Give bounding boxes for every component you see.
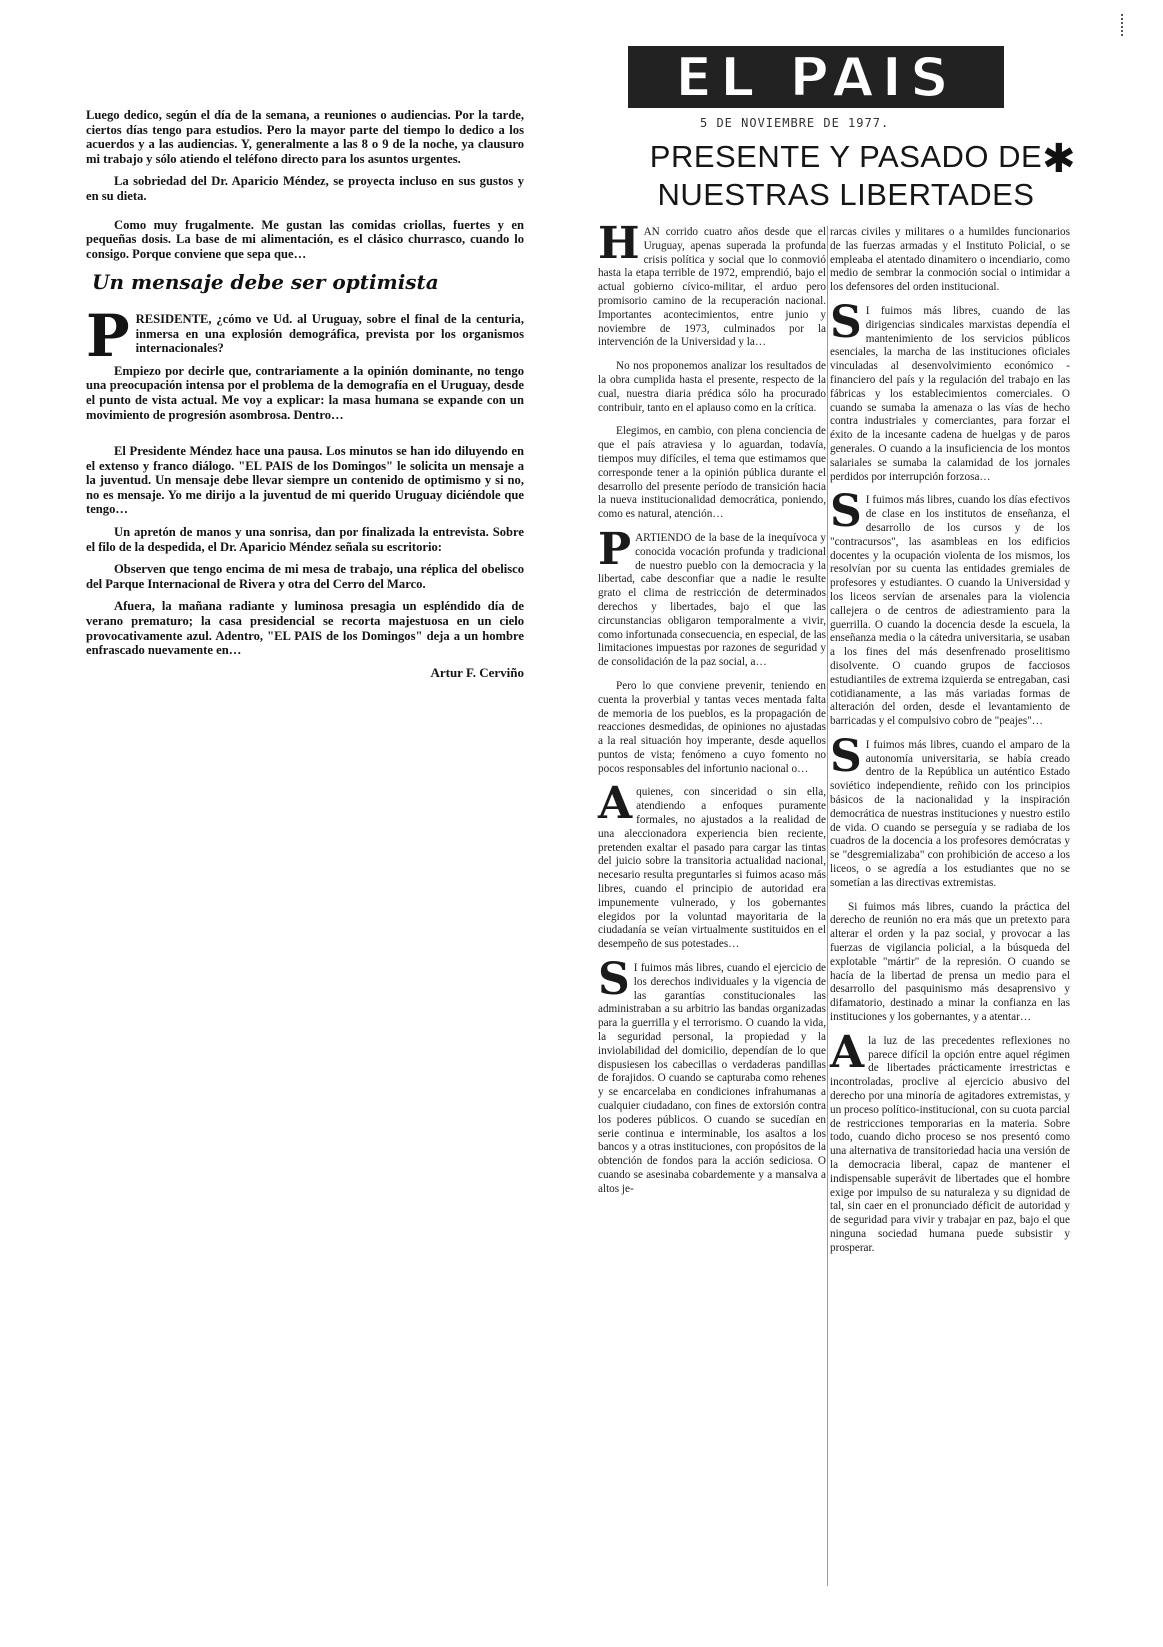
- paragraph-text: ARTIENDO de la base de la inequívoca y conocida vocación profunda y tradicional de nuestro pueblo con la democracia y la libertad, cabe desconfiar que a nadie le resulte grato el clima de restricción de determinados derechos y libertades, bajo el que las circunstancias obligaron temporalmente a vivir, como infortunada consecuencia, en especial, de las limitaciones impuestas por razones de seguridad y de consolidación de la paz social, a…: [598, 531, 826, 669]
- handwritten-date: 5 DE NOVIEMBRE DE 1977.: [700, 116, 890, 130]
- right-paragraph: [830, 730, 1070, 891]
- left-paragraph-2: La sobriedad del Dr. Aparicio Méndez, se proyecta incluso en sus gustos y en su dieta.: [86, 174, 524, 203]
- right-article-column-1: [598, 218, 826, 1207]
- paragraph-text: AN corrido cuatro años desde que el Uruguay, apenas superada la profunda crisis política y social que lo conmovió hasta la etapa terrible de 1972, emprendió, bajo el actual gobierno cívico-militar, el arduo pero promisorio camino de la recuperación nacional. Importantes acontecimientos, entre junio y noviembre de 1973, culminados por la intervención de la Universidad y la…: [598, 226, 826, 349]
- right-paragraph: [830, 1026, 1070, 1256]
- right-paragraph: [830, 296, 1070, 484]
- paragraph-text: I fuimos más libres, cuando de las dirigencias sindicales marxistas dependía el mantenimiento de los servicios públicos esenciales, la marcha de las instituciones oficiales vinculadas al desenvolvimiento económico - financiero del país y la regulación del trabajo en las fábricas y los establecimientos comerciales. O cuando se sumaba la amenaza o las vías de hecho contra industriales y comerciantes, para forzar el éxito de la incesante cadena de huelgas y de paros generales. O cuando a la insuficiencia de los montos salariales se sumaba la calamidad de los jornales perdidos por interrupción forzosa…: [830, 304, 1070, 483]
- right-article-column-2: [830, 226, 1070, 1266]
- right-paragraph: [598, 954, 826, 1197]
- left-article: [86, 108, 524, 680]
- left-paragraph-3: Como muy frugalmente. Me gustan las comidas criollas, fuertes y en pequeñas dosis. La base de mi alimentación, es el clásico churrasco, cuando lo consigo. Porque conviene que sepa que…: [86, 217, 524, 261]
- dropcap: P: [598, 523, 632, 575]
- right-paragraph: [598, 778, 826, 952]
- section-title: Un mensaje debe ser optimista: [92, 270, 439, 295]
- column-divider: [827, 226, 828, 1586]
- paragraph-text: I fuimos más libres, cuando el ejercicio de los derechos individuales y la vigencia de las garantías constitucionales las administraban a su arbitrio las bandas organizadas para la guerrilla y el terrorismo. O cuando la vida, la seguridad personal, la propiedad y la inviolabilidad del domicilio, dependían de lo que dispusiesen los cabecillas o verdaderas pandillas de forajidos. O cuando se capturaba como rehenes y se encarcelaba en condiciones infrahumanas a cualquier ciudadano, con fines de extorsión contra los poderes públicos. O cuando se sucedían en serie continua e interminable, los asaltos a los bancos y a otras instituciones, con propósitos de la obtención de fondos para la acción sediciosa. O cuando se asesinaba cobardemente y a mansalva a altos je-: [598, 962, 826, 1195]
- article-headline: PRESENTE Y PASADO DE NUESTRAS LIBERTADES: [649, 139, 1043, 212]
- right-paragraph: rarcas civiles y militares o a humildes funcionarios de las fuerzas armadas y el Instituto Policial, o se empleaba el atentado dinamitero o incendiario, como medio de sembrar la conmoción social o intimidar a los defensores del orden institucional.: [830, 226, 1070, 294]
- right-paragraph: [598, 523, 826, 670]
- left-paragraph-6: Un apretón de manos y una sonrisa, dan por finalizada la entrevista. Sobre el filo de la despedida, el Dr. Aparicio Méndez señala su escritorio:: [86, 525, 524, 554]
- left-paragraph-5: El Presidente Méndez hace una pausa. Los minutos se han ido diluyendo en el extenso y franco diálogo. "EL PAIS de los Domingos" le solicita un mensaje a la juventud. Un mensaje debe llevar siempre un contenido de optimismo y si no, no es mensaje. Yo me dirijo a la juventud de mi querido Uruguay diciéndole que tengo…: [86, 444, 524, 517]
- signature: Artur F. Cerviño: [430, 664, 524, 680]
- paragraph-text: la luz de las precedentes reflexiones no parece difícil la opción entre aquel régimen de libertades prácticamente irrestrictas e incontroladas, proclive al ejercicio abusivo del derecho por una minoría de agitadores extremistas, y un proceso político-institucional, con su cuota parcial de restricciones temporarias en la materia. Sobre todo, cuando dicho proceso se nos presentó como una alternativa de transitoriedad hacia una versión de la democracia liberal, capaz de mantener el indispensable superávit de libertades que el hombre exige por impulso de su naturaleza y su dignidad de tal, sin caer en el pronunciado déficit de autoridad y de seguridad para vivir y trabajar en paz, bajo el que ninguna sociedad humana puede subsistir y prosperar.: [830, 1034, 1070, 1254]
- right-paragraph: Pero lo que conviene prevenir, teniendo en cuenta la proverbial y tantas veces mentada falta de memoria de los pueblos, es la propagación de reacciones desmedidas, de opiniones no ajustadas a la real situación hoy imperante, desde aquellos puntos de vista; fenómeno a cuyo fomento no pocos responsables del infortunio nacional o…: [598, 679, 826, 775]
- question-paragraph: [86, 301, 524, 370]
- dropcap: S: [830, 296, 862, 348]
- question-text: RESIDENTE, ¿cómo ve Ud. al Uruguay, sobre el final de la centuria, inmersa en una explosión demográfica, prevista por los organismos internacionales?: [135, 311, 524, 356]
- left-paragraph-1: Luego dedico, según el día de la semana, a reuniones o audiencias. Por la tarde, ciertos días tengo para estudios. Pero la mayor parte del tiempo lo dedico a los acuerdos y a las audiencias. Y, generalmente a las 8 o 9 de la noche, ya clausuro mi trabajo y sólo atiendo el teléfono directo para los asuntos urgentes.: [86, 108, 524, 166]
- question-dropcap: P: [86, 301, 130, 370]
- asterisk-mark: ✱: [1042, 136, 1076, 182]
- paragraph-text: I fuimos más libres, cuando los días efectivos de clase en los institutos de enseñanza, el desarrollo de los cursos y de los "contracursos", las asambleas en los edificios docentes y la ocupación violenta de los mismos, los resolvían por su cuenta las entidades gremiales de profesores y estudiantes. O cuando la Universidad y los liceos servían de arsenales para la violencia callejera o de centros de adiestramiento para la guerrilla. O cuando la docencia desde la escuela, la enseñanza media o la cátedra universitaria, se usaban a los fines del más desenfrenado proselitismo disolvente. O cuando grupos de facciosos estudiantiles de extrema izquierda se entregaban, casi cotidianamente, a las más variadas formas de alteración del orden, desde el levantamiento de barricadas y el compulsivo cobro de "peajes"…: [830, 494, 1070, 728]
- dropcap: A: [830, 1026, 865, 1078]
- answer-paragraph: Empiezo por decirle que, contrariamente a la opinión dominante, no tengo una preocupación intensa por el problema de la demografía en el Uruguay, desde el punto de vista actual. Me voy a explicar: la masa humana se expande con un movimiento de progresión asombrosa. Dentro…: [86, 363, 524, 422]
- dropcap: S: [598, 954, 630, 1006]
- newspaper-masthead: [628, 46, 1004, 108]
- right-paragraph: [598, 218, 826, 350]
- dropcap: A: [598, 778, 633, 830]
- left-paragraph-7: Observen que tengo encima de mi mesa de trabajo, una réplica del obelisco del Parque Internacional de Rivera y otra del Cerro del Marco.: [86, 562, 524, 591]
- right-paragraph: No nos proponemos analizar los resultados de la obra cumplida hasta el presente, respecto de la cual, nuestra diaria prédica sólo ha procurado contribuir, tanto en el aplauso como en la crítica.: [598, 360, 826, 414]
- paragraph-text: quienes, con sinceridad o sin ella, atendiendo a enfoques puramente formales, no ajustados a la realidad de una aleccionadora experiencia bien reciente, pretenden exaltar el pasado para cargar las tintas del juicio sobre la transitoria actualidad nacional, necesario resulta preguntarles si fuimos acaso más libres, cuando el principio de autoridad era impunemente vulnerado, y los gobernantes elegidos por la voluntad mayoritaria de la ciudadanía se veían virtualmente sustituidos en el desempeño de sus potestades…: [598, 786, 826, 951]
- dropcap: S: [830, 730, 862, 782]
- right-paragraph: [830, 486, 1070, 729]
- dropcap: H: [598, 218, 640, 269]
- right-paragraph: Elegimos, en cambio, con plena conciencia de que el país atraviesa y lo aguardan, todavía, tiempos muy difíciles, el tema que estimamos que corresponde tener a la opinión pública durante el desarrollo del presente período de transición hacia la nueva institucionalidad democrática, poniendo, como es natural, atención…: [598, 425, 826, 521]
- paragraph-text: I fuimos más libres, cuando el amparo de la autonomía universitaria, se había creado dentro de la República un auténtico Estado soviético independiente, reñido con los principios básicos de la nacionalidad y la inspiración democrática de nuestras instituciones y nuestro estilo de vida. O cuando se perseguía y se radiaba de los cuadros de la docencia a los profesores demócratas y se "desgremializaba" con prohibición de acceso a los liceos, o se agredía a los estudiantes que no se sometían a las directivas extremistas.: [830, 738, 1070, 889]
- right-paragraph: Si fuimos más libres, cuando la práctica del derecho de reunión no era más que un pretexto para alterar el orden y la paz social, y provocar a las fuerzas de vigilancia policial, a la búsqueda del explotable "mártir" de la represión. O cuando se hacía de la libertad de prensa un medio para el desarrollo del pasquinismo más desaprensivo y difamatorio, destinado a minar la confianza en las instituciones y los gobernantes, y a atentar…: [830, 900, 1070, 1024]
- dropcap: S: [830, 486, 862, 538]
- corner-mark: [1121, 14, 1129, 36]
- left-paragraph-8: Afuera, la mañana radiante y luminosa presagia un espléndido día de verano prematuro; la casa presidencial se recorta majestuosa en un cielo provocativamente azul. Adentro, "EL PAIS de los Domingos" deja a un hombre enfrascado nuevamente en…: [86, 599, 524, 658]
- masthead-text: EL PAIS: [675, 45, 957, 109]
